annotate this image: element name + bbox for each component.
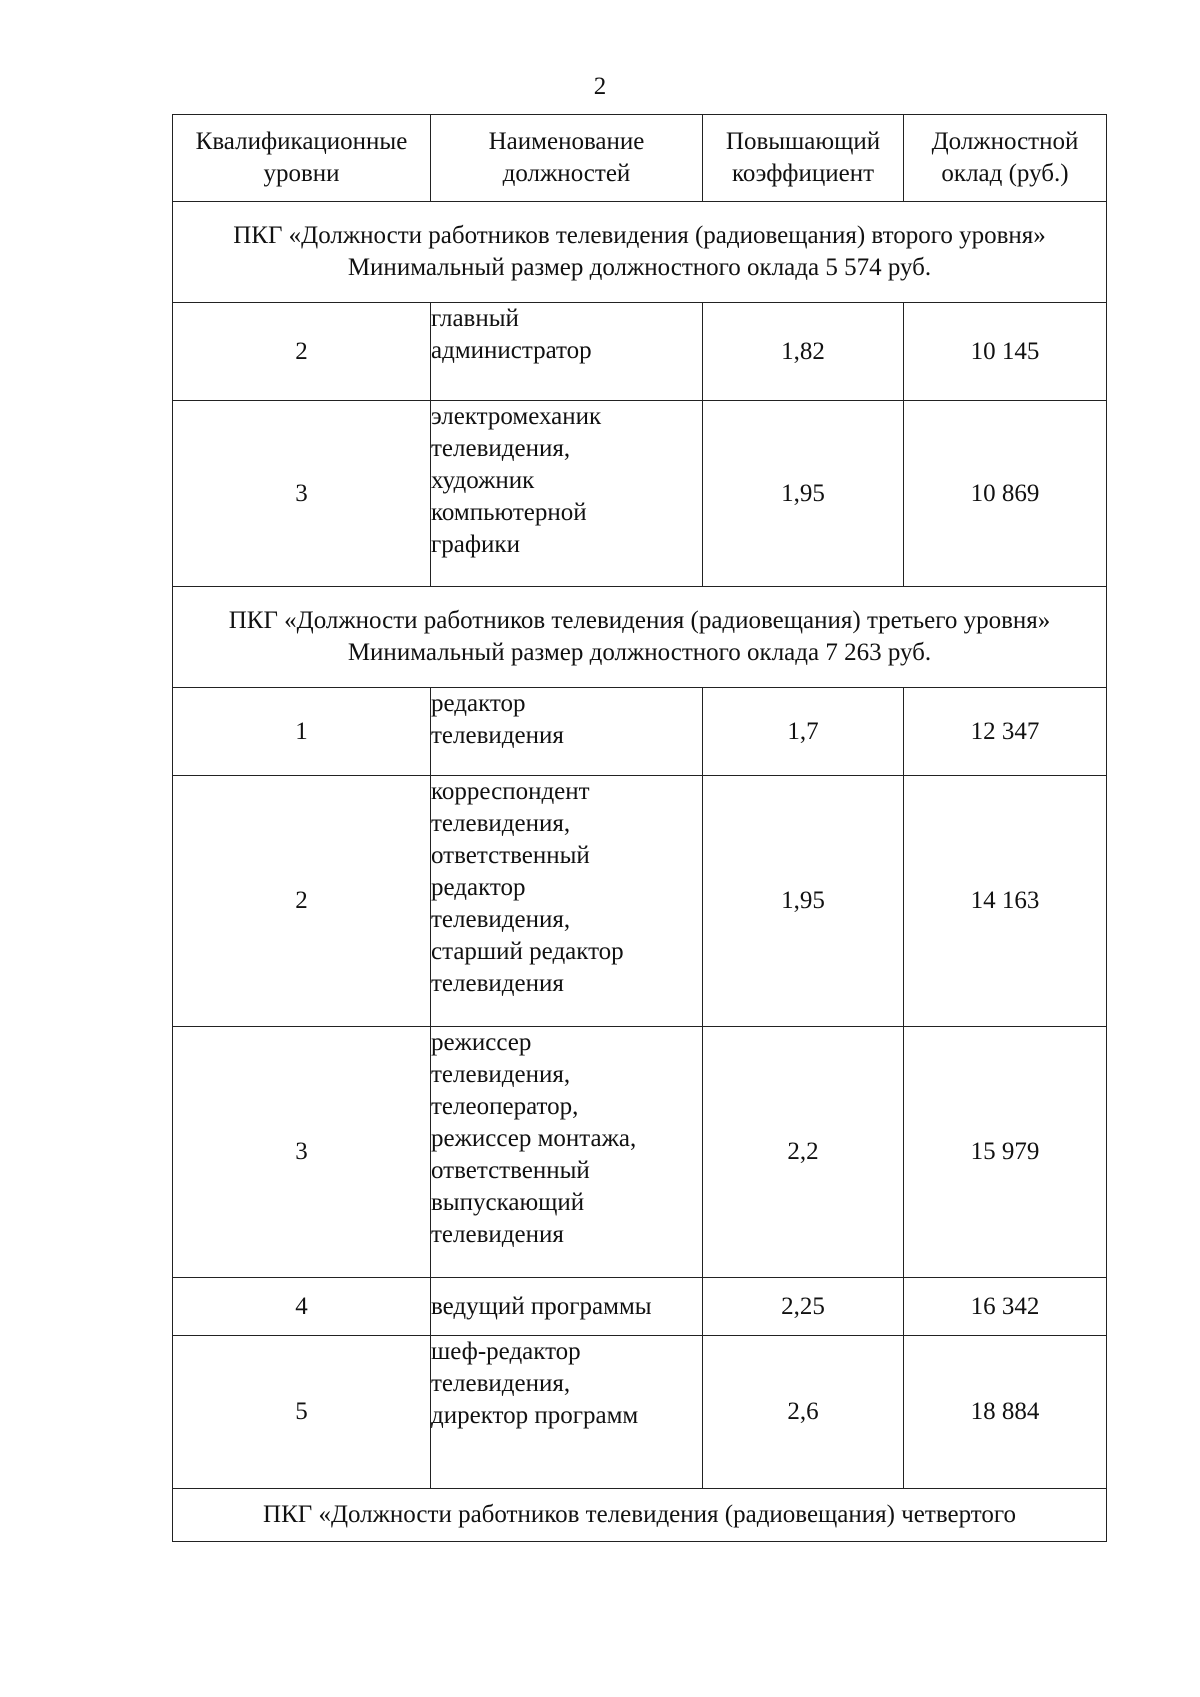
position-name-line: главный: [431, 305, 519, 332]
header-position-names: [431, 115, 703, 202]
position-name-line: директор программ: [431, 1402, 639, 1429]
position-name-cell: [431, 776, 703, 1027]
position-name-line: ответственный: [431, 1157, 590, 1184]
level-cell: 4: [173, 1278, 431, 1336]
table-header-row: [173, 115, 1107, 202]
position-name-line: телевидения: [431, 722, 564, 749]
header-text-line: коэффициент: [731, 160, 875, 187]
position-name-line: графики: [431, 531, 520, 558]
header-text-line: Повышающий: [725, 128, 881, 155]
group-title: ПКГ «Должности работников телевидения (радиовещания) второго уровня»: [233, 222, 1046, 249]
header-text-line: Наименование: [488, 128, 645, 155]
group-min-salary: Минимальный размер должностного оклада 5 574 руб.: [347, 254, 932, 281]
position-name-line: редактор: [431, 690, 526, 717]
table-row: [173, 688, 1107, 776]
position-name-line: режиссер: [431, 1029, 532, 1056]
coefficient-cell: 2,2: [703, 1027, 904, 1278]
page-number: 2: [593, 73, 607, 100]
position-name-line: электромеханик: [431, 403, 602, 430]
group-min-salary: Минимальный размер должностного оклада 7 263 руб.: [347, 639, 932, 666]
position-name-line: телевидения: [431, 1221, 564, 1248]
position-name-line: телеоператор,: [431, 1093, 579, 1120]
group-header-cell: [173, 587, 1107, 688]
header-text-line: Должностной: [931, 128, 1079, 155]
position-name-line: телевидения,: [431, 810, 571, 837]
position-name-line: компьютерной: [431, 499, 587, 526]
table-row: [173, 1027, 1107, 1278]
group-header-row: [173, 587, 1107, 688]
position-name-cell: [431, 688, 703, 776]
position-name-line: режиссер монтажа,: [431, 1125, 637, 1152]
header-text-line: оклад (руб.): [941, 160, 1069, 187]
position-name-line: шеф-редактор: [431, 1338, 581, 1365]
table-row: [173, 1336, 1107, 1489]
level-cell: 5: [173, 1336, 431, 1489]
salary-cell: 12 347: [904, 688, 1107, 776]
salary-cell: 10 145: [904, 303, 1107, 401]
position-name-line: телевидения,: [431, 1370, 571, 1397]
coefficient-cell: 1,7: [703, 688, 904, 776]
position-name-cell: [431, 401, 703, 587]
header-text-line: уровни: [263, 160, 340, 187]
group-header-row: [173, 1489, 1107, 1542]
salary-cell: 16 342: [904, 1278, 1107, 1336]
table-row: [173, 776, 1107, 1027]
coefficient-cell: 2,25: [703, 1278, 904, 1336]
salary-cell: 10 869: [904, 401, 1107, 587]
position-name-cell: [431, 303, 703, 401]
level-cell: 2: [173, 303, 431, 401]
group-header-cell: [173, 202, 1107, 303]
position-name-line: корреспондент: [431, 778, 590, 805]
coefficient-cell: 1,95: [703, 401, 904, 587]
position-name-line: ведущий программы: [431, 1292, 652, 1320]
position-name-line: телевидения: [431, 970, 564, 997]
position-name-line: администратор: [431, 337, 592, 364]
level-cell: 2: [173, 776, 431, 1027]
header-increasing-coefficient: [703, 115, 904, 202]
header-text-line: Квалификационные: [195, 128, 408, 155]
position-name-line: выпускающий: [431, 1189, 585, 1216]
salary-cell: 14 163: [904, 776, 1107, 1027]
coefficient-cell: 2,6: [703, 1336, 904, 1489]
table-row: [173, 401, 1107, 587]
position-name-line: телевидения,: [431, 1061, 571, 1088]
group-title: ПКГ «Должности работников телевидения (радиовещания) четвертого: [263, 1501, 1016, 1528]
table-row: [173, 303, 1107, 401]
position-name-line: телевидения,: [431, 435, 571, 462]
position-name-cell: [431, 1336, 703, 1489]
group-title: ПКГ «Должности работников телевидения (радиовещания) третьего уровня»: [228, 607, 1051, 634]
level-cell: 3: [173, 401, 431, 587]
position-name-line: телевидения,: [431, 906, 571, 933]
position-name-line: ответственный: [431, 842, 590, 869]
level-cell: 1: [173, 688, 431, 776]
position-name-line: старший редактор: [431, 938, 624, 965]
group-header-cell: [173, 1489, 1107, 1542]
position-name-line: редактор: [431, 874, 526, 901]
table-row: [173, 1278, 1107, 1336]
coefficient-cell: 1,82: [703, 303, 904, 401]
coefficient-cell: 1,95: [703, 776, 904, 1027]
salary-cell: 15 979: [904, 1027, 1107, 1278]
header-text-line: должностей: [502, 160, 631, 187]
salary-table: [172, 114, 1107, 1542]
position-name-cell: [431, 1027, 703, 1278]
group-header-row: [173, 202, 1107, 303]
position-name-line: художник: [431, 467, 535, 494]
header-qualification-levels: [173, 115, 431, 202]
salary-cell: 18 884: [904, 1336, 1107, 1489]
header-official-salary: [904, 115, 1107, 202]
position-name-cell: [431, 1278, 703, 1336]
level-cell: 3: [173, 1027, 431, 1278]
